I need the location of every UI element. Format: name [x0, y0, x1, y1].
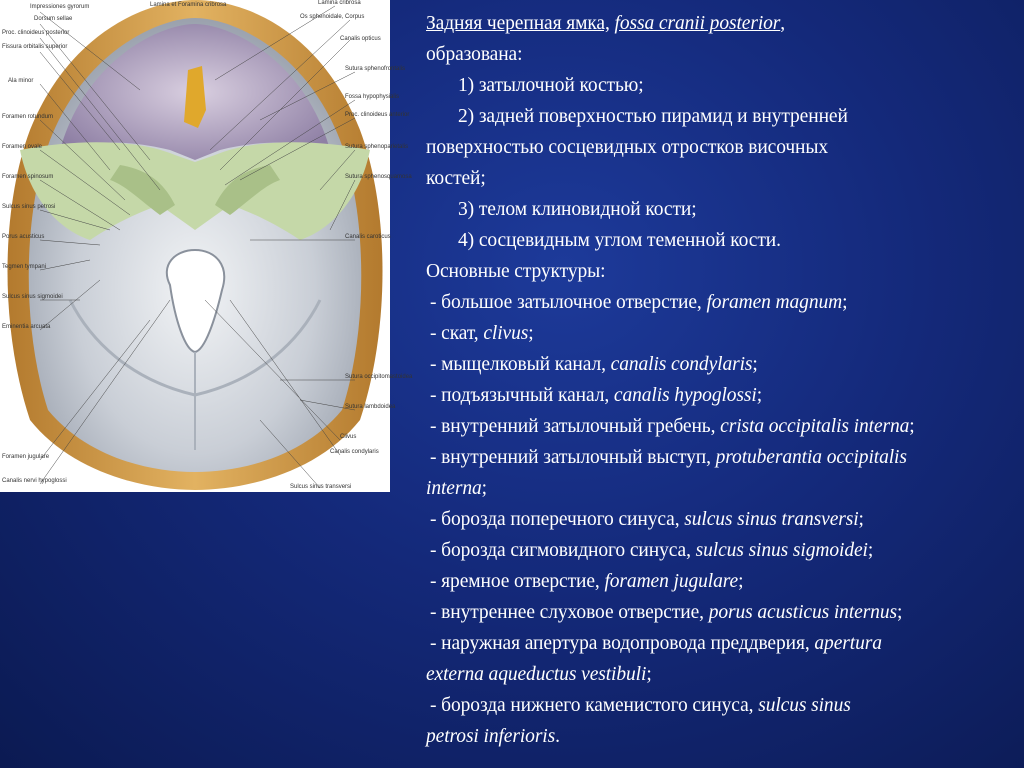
label-clivus: Clivus: [340, 434, 357, 440]
structure-item-cont: petrosi inferioris.: [426, 726, 560, 747]
label-canalis-opticus: Canalis opticus: [340, 36, 381, 42]
label-canalis-hypoglossi: Canalis nervi hypoglossi: [2, 478, 67, 484]
label-ala-minor: Ala minor: [8, 78, 34, 84]
label-sutura-sphenoparietalis: Sutura sphenoparietalis: [345, 144, 409, 150]
structure-item: - борозда поперечного синуса, sulcus sinus transversi;: [430, 509, 864, 530]
skull-base-figure: [0, 0, 413, 492]
structure-item: - внутренний затылочный гребень, crista occipitalis interna;: [430, 416, 915, 437]
skull-base-illustration: [0, 0, 413, 492]
formed-line: образована:: [426, 44, 523, 65]
structures-heading: Основные структуры:: [426, 261, 606, 282]
label-proc-clinoideus-anterior: Proc. clinoideus anterior: [345, 112, 410, 118]
structure-item: - подъязычный канал, canalis hypoglossi;: [430, 385, 763, 406]
label-sutura-lambdoidea: Sutura lambdoidea: [345, 404, 396, 410]
label-lamina-cribrosa-top: Lamina et Foramina cribrosa: [150, 2, 227, 8]
label-sulcus-sinus-petrosi: Sulcus sinus petrosi: [2, 204, 56, 210]
label-fissura-orbitalis: Fissura orbitalis superior: [2, 44, 68, 50]
structure-item: - яремное отверстие, foramen jugulare;: [430, 571, 744, 592]
label-canalis-caroticus: Canalis caroticus: [345, 234, 391, 240]
label-porus-acusticus: Porus acusticus: [2, 234, 45, 240]
structure-item: - мыщелковый канал, canalis condylaris;: [430, 354, 758, 375]
part-4: 4) сосцевидным углом теменной кости.: [458, 230, 781, 251]
structures-list: [426, 287, 1016, 752]
label-tegmen-tympani: Tegmen tympani: [2, 264, 47, 270]
label-foramen-rotundum: Foramen rotundum: [2, 114, 54, 120]
part-3: 3) телом клиновидной кости;: [458, 199, 697, 220]
title-lat: fossa cranii posterior: [614, 13, 781, 34]
structure-item: - внутренний затылочный выступ, protuberantia occipitalis: [430, 447, 907, 468]
label-os-sphenoidale: Os sphenoidale, Corpus: [300, 14, 365, 20]
part-2-cont: поверхностью сосцевидных отростков височных: [426, 137, 829, 158]
label-sulcus-sigmoidei: Sulcus sinus sigmoidei: [2, 294, 63, 300]
part-1: 1) затылочной костью;: [458, 75, 644, 96]
label-lamina-cribrosa: Lamina cribrosa: [318, 0, 361, 6]
label-impressiones-gyrorum: Impressiones gyrorum: [30, 4, 90, 10]
label-canalis-condylaris: Canalis condylaris: [330, 449, 379, 455]
structure-item: - большое затылочное отверстие, foramen magnum;: [430, 292, 848, 313]
label-sutura-sphenofrontalis: Sutura sphenofrontalis: [345, 66, 406, 72]
structure-item: - наружная апертура водопровода преддверия, apertura: [430, 633, 882, 654]
part-2-end: костей;: [426, 168, 486, 189]
label-eminentia-arcuata: Eminentia arcuata: [2, 324, 51, 330]
label-foramen-jugulare: Foramen jugulare: [2, 454, 50, 460]
structure-item: - скат, clivus;: [430, 323, 534, 344]
label-sulcus-sinus-transversi: Sulcus sinus transversi: [290, 484, 352, 490]
slide-title: [426, 8, 1016, 39]
label-fossa-hypophysialis: Fossa hypophysialis: [345, 94, 400, 100]
title-ru: Задняя черепная ямка,: [426, 13, 610, 34]
label-foramen-ovale: Foramen ovale: [2, 144, 43, 150]
part-2: 2) задней поверхностью пирамид и внутренней: [458, 106, 848, 127]
structure-item: - борозда нижнего каменистого синуса, sulcus sinus: [430, 695, 851, 716]
label-sutura-occipitomastoidea: Sutura occipitomastoidea: [345, 374, 413, 380]
structure-item-cont: interna;: [426, 478, 487, 499]
label-sutura-sphenosquamosa: Sutura sphenosquamosa: [345, 174, 412, 180]
title-end: ,: [780, 13, 786, 34]
structure-item: - внутреннее слуховое отверстие, porus acusticus internus;: [430, 602, 903, 623]
label-foramen-spinosum: Foramen spinosum: [2, 174, 54, 180]
structure-item-cont: externa aqueductus vestibuli;: [426, 664, 652, 685]
label-proc-clinoideus-posterior: Proc. clinoideus posterior: [2, 30, 70, 36]
label-dorsum-sellae: Dorsum sellae: [34, 16, 73, 22]
structure-item: - борозда сигмовидного синуса, sulcus sinus sigmoidei;: [430, 540, 874, 561]
slide-text: [426, 8, 1016, 752]
